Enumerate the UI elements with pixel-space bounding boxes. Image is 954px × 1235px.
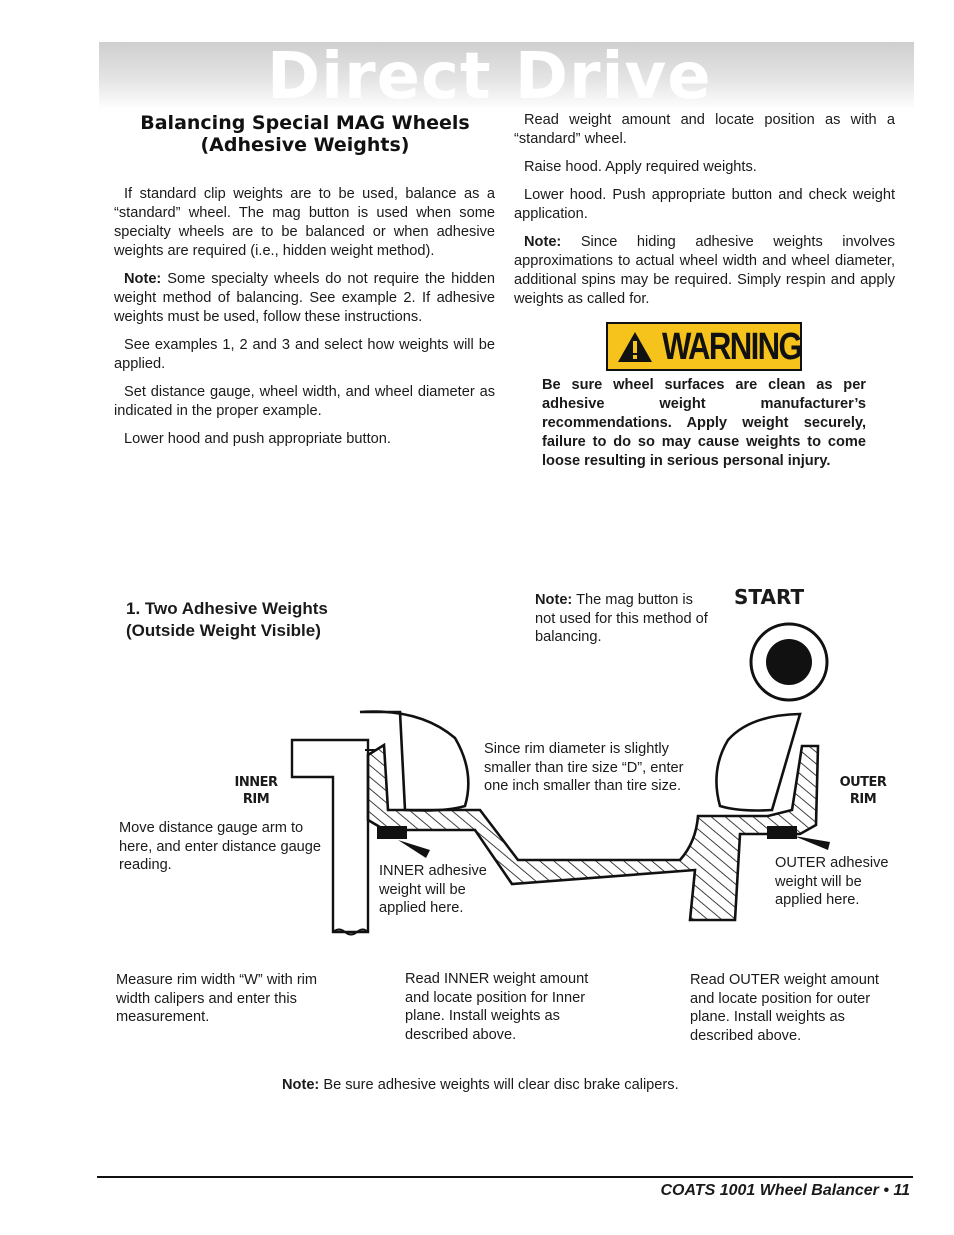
paragraph: Read weight amount and locate position as with a “standard” wheel.: [514, 112, 895, 147]
outer-arrow-icon: [794, 836, 830, 850]
note-text: Some specialty wheels do not require the hidden weight method of balancing. See example 2. If adhesive weights must be used, follow these instructions.: [114, 271, 495, 325]
warning-sign: [606, 322, 802, 371]
note-text: Since hiding adhesive weights involves approximations to actual wheel width and wheel diameter, additional spins may be required. Simply respin and apply weights as called for.: [514, 234, 895, 307]
header-banner: [99, 42, 914, 110]
note-paragraph: [514, 233, 895, 309]
measure-width-text: Measure rim width “W” with rim width calipers and enter this measurement.: [116, 972, 318, 1026]
warning-text: Be sure wheel surfaces are clean as per adhesive weight manufacturer’s recommendations. Apply weight securely, failure to do so may cause weights to come loose resulting in serious personal injury.: [542, 377, 866, 469]
note-text: The mag button is not used for this method of balancing.: [535, 592, 708, 646]
outer-tire-bead: [716, 712, 805, 811]
outer-weight-block: [767, 826, 797, 839]
rim-diameter-text: Since rim diameter is slightly smaller than tire size “D”, enter one inch smaller than tire size.: [484, 741, 684, 795]
bottom-note: [282, 1076, 802, 1095]
distance-gauge-text: Move distance gauge arm to here, and enter distance gauge reading.: [119, 820, 322, 874]
note-label: Note:: [535, 592, 573, 608]
paragraph: If standard clip weights are to be used, balance as a “standard” wheel. The mag button is used when some specialty wheels are to be balanced or when adhesive weights are required (i.e., hidden weight method).: [114, 186, 495, 259]
paragraph: Lower hood. Push appropriate button and check weight application.: [514, 187, 895, 222]
paragraph: See examples 1, 2 and 3 and select how weights will be applied.: [114, 337, 495, 372]
inner-weight-text: INNER adhesive weight will be applied here.: [379, 863, 487, 917]
paragraph: Raise hood. Apply required weights.: [524, 159, 757, 175]
start-button-icon: [751, 624, 827, 700]
footer-divider: [97, 1176, 913, 1178]
note-label: Note:: [282, 1077, 320, 1093]
warning-triangle-icon: [616, 330, 654, 364]
paragraph: Lower hood and push appropriate button.: [124, 431, 391, 447]
start-label: START: [734, 585, 805, 609]
read-outer-text: Read OUTER weight amount and locate position for outer plane. Install weights as described above.: [690, 972, 879, 1045]
footer-text: COATS 1001 Wheel Balancer • 11: [660, 1182, 910, 1199]
read-inner-text: Read INNER weight amount and locate position for Inner plane. Install weights as described above.: [405, 971, 589, 1044]
warning-label: WARNING: [662, 326, 802, 368]
inner-arrow-icon: [398, 840, 430, 858]
note-text: Be sure adhesive weights will clear disc brake calipers.: [319, 1077, 679, 1093]
outer-rim-label: OUTER RIM: [839, 775, 887, 807]
inner-rim-label: INNER RIM: [234, 775, 278, 807]
left-column: [114, 185, 495, 458]
outer-weight-text: OUTER adhesive weight will be applied here.: [775, 855, 889, 909]
paragraph: Set distance gauge, wheel width, and wheel diameter as indicated in the proper example.: [114, 384, 495, 419]
note-label: Note:: [524, 234, 562, 250]
inner-weight-block: [377, 826, 407, 839]
note-paragraph: [114, 270, 495, 327]
section-title: Balancing Special MAG Wheels (Adhesive Weights): [140, 112, 470, 156]
example-title: 1. Two Adhesive Weights (Outside Weight Visible): [126, 599, 328, 640]
right-column: [514, 111, 895, 318]
note-label: Note:: [124, 271, 162, 287]
banner-title: Direct Drive: [267, 42, 712, 110]
